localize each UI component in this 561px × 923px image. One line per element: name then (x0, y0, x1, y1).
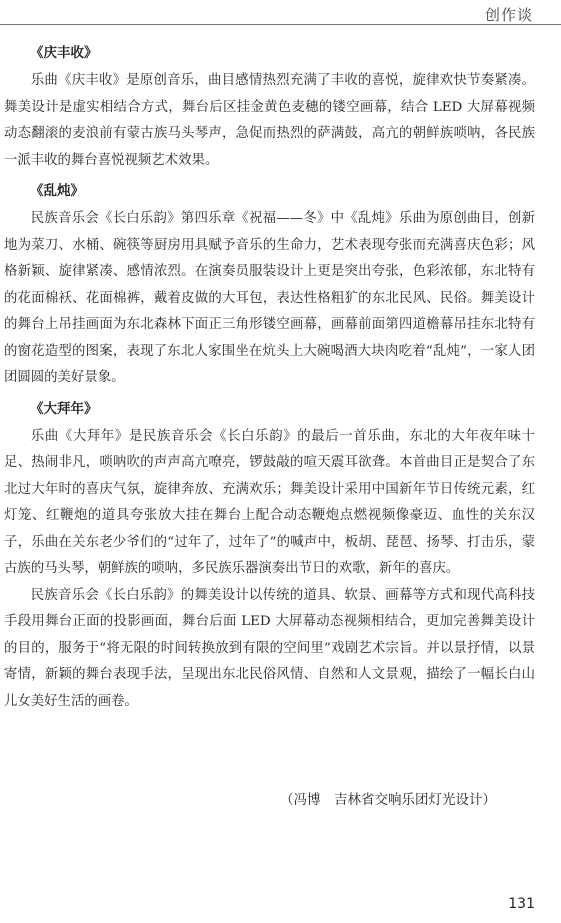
section-title: 《庆丰收》 (30, 45, 98, 61)
section-da-bai-nian (0, 394, 561, 716)
article-body (0, 38, 561, 717)
body-paragraph: 民族音乐会《长白乐韵》的舞美设计以传统的道具、软景、画幕等方式和现代高科技手段用舞台正面的投影画面，舞台后面 LED 大屏幕动态视频相结合，更加完善舞美设计的目的，服务于“将无限的时间转换放到有限的空间里”戏剧艺术宗旨。并以景抒情，以景寄情，新颖的舞台表现手法，呈现出东北民俗风情、自然和人文景观，描绘了一幅长白山儿女美好生活的画卷。 (4, 587, 535, 709)
body-paragraph: 民族音乐会《长白乐韵》第四乐章《祝福——冬》中《乱炖》乐曲为原创曲目，创新地为菜刀、水桶、碗筷等厨房用具赋予音乐的生命力，艺术表现夸张而充满喜庆色彩；风格新颖、旋律紧凑、感情浓烈。在演奏员服装设计上更是突出夸张，色彩浓郁，东北特有的花面棉袄、花面棉裤，戴着皮做的大耳包，表达性格粗犷的东北民风、民俗。舞美设计的舞台上吊挂画面为东北森林下面正三角形镂空画幕，画幕前面第四道檐幕吊挂东北特有的窗花造型的图案，表现了东北人家围坐在炕头上大碗喝酒大块肉吃着“乱炖”，一家人团团圆圆的美好景象。 (4, 211, 535, 385)
section-title: 《大拜年》 (30, 400, 98, 417)
author-credit: （冯博 吉林省交响乐团灯光设计） (280, 792, 496, 808)
section-luan-dun (0, 176, 561, 392)
body-paragraph: 乐曲《庆丰收》是原创音乐，曲目感情热烈充满了丰收的喜悦，旋律欢快节奏紧凑。舞美设计是虚实相结合方式，舞台后区挂金黄色麦穗的镂空画幕，结合 LED 大屏幕视频动态翻滚的麦浪前有蒙古族马头琴声，急促而热烈的萨满鼓，高亢的朝鲜族唢呐，各民族一派丰收的舞台喜悦视频艺术效果。 (4, 73, 535, 168)
section-qing-feng-shou (0, 38, 561, 174)
running-header: 创作谈 (484, 6, 533, 24)
body-paragraph: 乐曲《大拜年》是民族音乐会《长白乐韵》的最后一首乐曲，东北的大年夜年味十足、热闹非凡，唢呐吹的声声高亢嘹亮，锣鼓敲的喧天震耳欲聋。本首曲目正是契合了东北过大年时的喜庆气氛，旋律奔放、充满欢乐；舞美设计采用中国新年节日传统元素，红灯笼、红鞭炮的道具夸张放大挂在舞台上配合动态鞭炮点燃视频像豪迈、血性的关东汉子，乐曲在关东老少爷们的“过年了，过年了”的喊声中，板胡、琵琶、扬琴、打击乐，蒙古族的马头琴，朝鲜族的唢呐，多民族乐器演奏出节日的欢歌，新年的喜庆。 (4, 428, 535, 576)
section-title: 《乱炖》 (30, 183, 84, 199)
page-number: 131 (508, 896, 535, 912)
header-divider (0, 24, 561, 25)
